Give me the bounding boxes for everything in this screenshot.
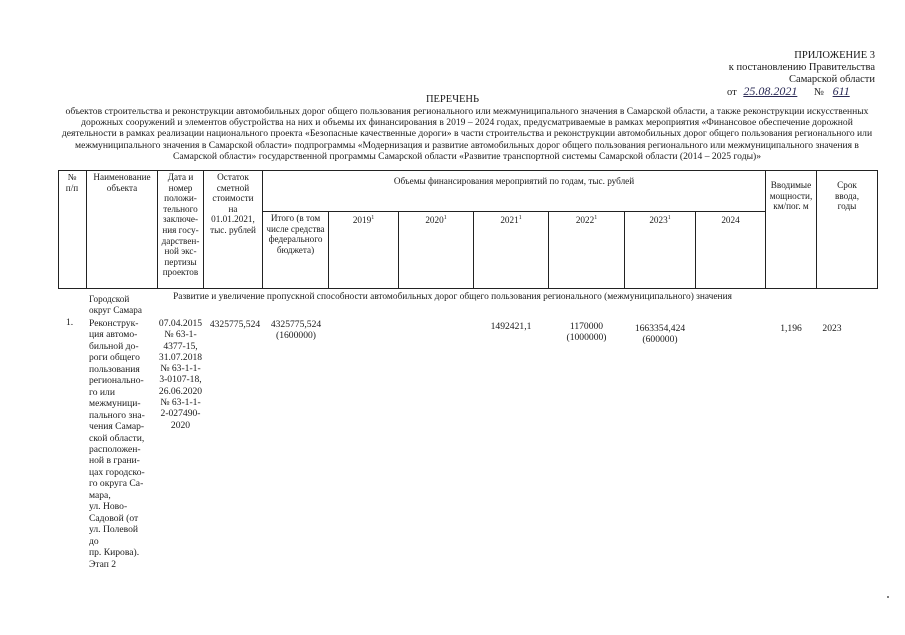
appendix-decree: к постановлению Правительства xyxy=(728,62,875,73)
date-prefix: от xyxy=(727,87,737,98)
object-name: Реконструк- ция автомо- бильной до- роги общего пользования регионально- го или межмуници- пального зна- чения Самар- ской области, расположен- ной в грани- цах городско- го округа Са- мара, ул. Ново- Садовой (от ул. Полевой до пр. Кирова). Этап 2 xyxy=(89,318,145,570)
appendix-region: Самарской области xyxy=(789,74,875,85)
decree-number: 611 xyxy=(832,84,850,98)
header-year-2020: 2020$^1$ xyxy=(425,215,447,226)
row-number: 1. xyxy=(66,317,74,328)
header-year-2022: 2022$^1$ xyxy=(575,215,598,226)
deadline-value: 2023 xyxy=(822,323,842,334)
total-value: 4325775,524 (1600000) xyxy=(270,319,322,341)
number-prefix: № xyxy=(813,87,824,98)
document-title: ПЕРЕЧЕНЬ xyxy=(425,94,480,105)
header-financing-group: Объемы финансирования мероприятий по годам, тыс. рублей xyxy=(393,176,635,186)
appendix-label: ПРИЛОЖЕНИЕ 3 xyxy=(794,50,875,61)
municipality-label: Городской округ Самара xyxy=(89,294,142,315)
header-year-2023: 2023$^1$ xyxy=(649,215,671,226)
header-expertise: Дата и номер положи- тельного заключе- ния госу- дарствен- ной экс- пертизы проектов xyxy=(161,172,200,278)
header-number: № п/п xyxy=(65,172,79,193)
header-balance: Остаток сметной стоимости на 01.01.2021, тыс. рублей xyxy=(210,172,256,235)
section-title: Развитие и увеличение пропускной способности автомобильных дорог общего пользования регионального (межмуниципального) значения xyxy=(173,292,732,302)
header-year-2024: 2024 xyxy=(721,215,740,225)
header-year-2021: 2021$^1$ xyxy=(500,215,522,226)
scan-speck xyxy=(887,596,889,598)
header-year-2019: 2019$^1$ xyxy=(352,215,375,226)
decree-date: 25.08.2021 xyxy=(743,84,798,98)
document-subtitle: объектов строительства и реконструкции автомобильных дорог общего пользования регионального или межмуниципального значения в Самарской области, а также реконструкции искусственных дорожных сооружений и элементов обустройства на них и объемы их финансирования в 2019 – 2024 годах, предусматриваемые в рамках мероприятия «Финансовое обеспечение дорожной деятельности в рамках реализации национального проекта «Безопасные качественные дороги» в части строительства и реконструкции автомобильных дорог общего пользования регионального или межмуниципального значения в Самарской области» подпрограммы «Модернизация и развитие автомобильных дорог общего пользования регионального или межмуниципального значения в Самарской области» государственной программы Самарской области «Развитие транспортной системы Самарской области (2014 – 2025 годы)» xyxy=(61,106,873,162)
header-object-name: Наименование объекта xyxy=(93,172,151,193)
balance-value: 4325775,524 xyxy=(209,319,261,330)
value-2021: 1492421,1 xyxy=(490,321,532,332)
header-total: Итого (в том числе средства федерального бюджета) xyxy=(266,213,325,255)
expertise-details: 07.04.2015 № 63-1- 4377-15, 31.07.2018 № 63-1-1- 3-0107-18, 26.06.2020 № 63-1-1- 2-027490- 2020 xyxy=(158,318,203,431)
header-capacity: Вводимые мощности, км/пог. м xyxy=(769,180,813,212)
value-2022: 1170000 (1000000) xyxy=(566,321,607,343)
header-deadline: Срок ввода, годы xyxy=(835,180,859,212)
capacity-value: 1,196 xyxy=(780,323,802,334)
value-2023: 1663354,424 (600000) xyxy=(634,323,686,345)
